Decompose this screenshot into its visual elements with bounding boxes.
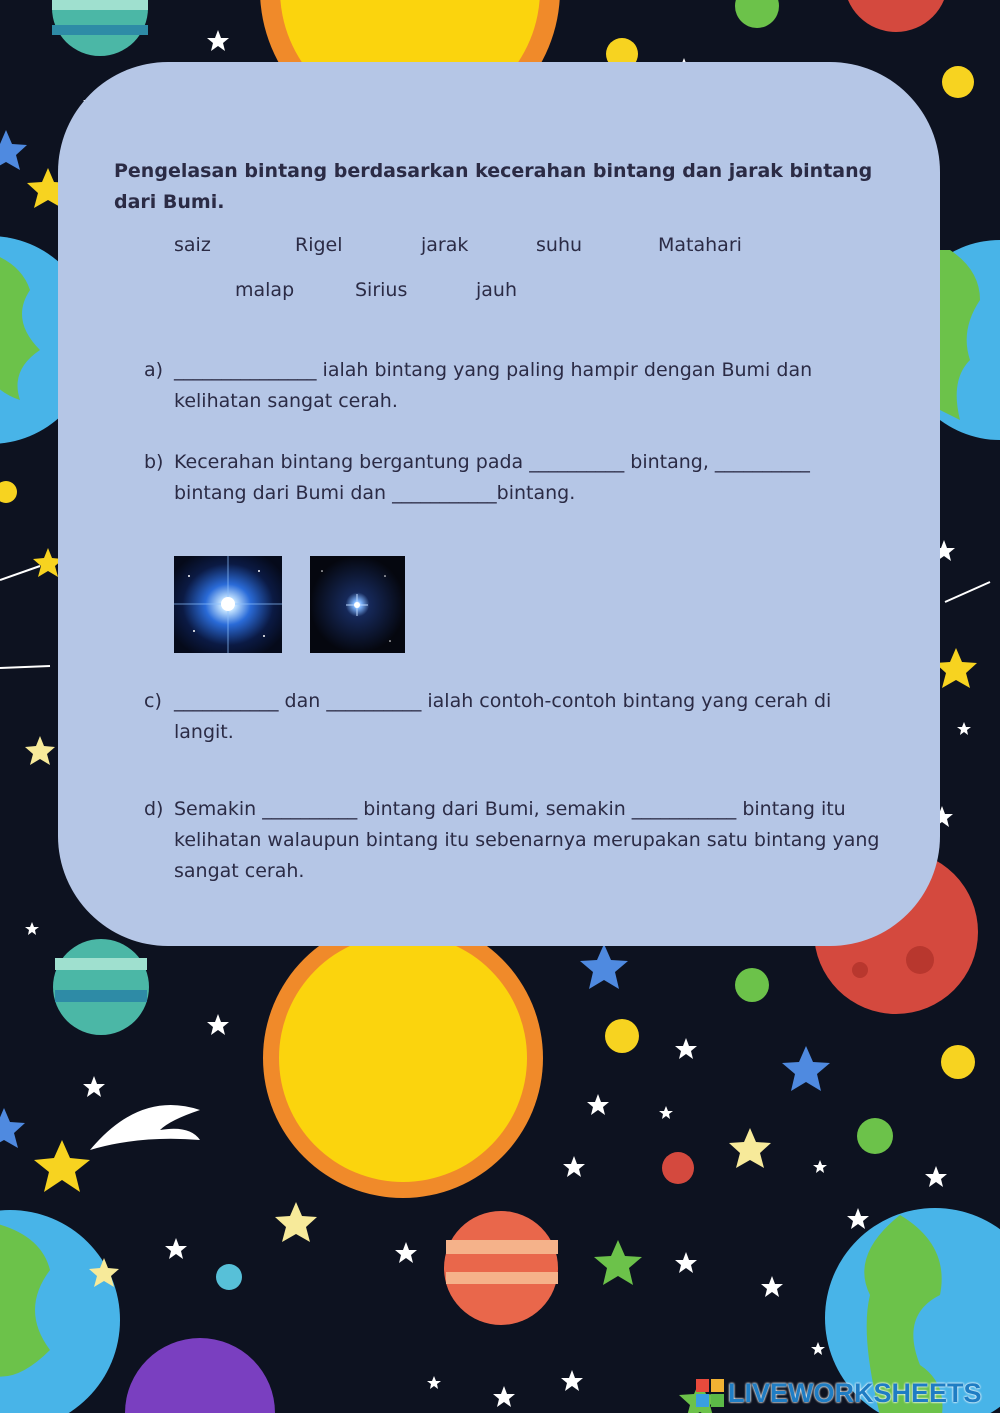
orange-striped-planet bbox=[444, 1211, 558, 1325]
small-red-planet bbox=[662, 1152, 694, 1184]
sun-bottom bbox=[263, 918, 543, 1198]
small-yellow-planet bbox=[941, 1045, 975, 1079]
word-bank-item[interactable]: Sirius bbox=[355, 279, 408, 301]
question-b-letter: b) bbox=[144, 451, 164, 473]
bright-star-photo bbox=[174, 556, 282, 653]
worksheet-title: Pengelasan bintang berdasarkan kecerahan bintang dan jarak bintang dari Bumi. bbox=[114, 160, 873, 213]
question-d-text[interactable]: Semakin __________ bintang dari Bumi, semakin ___________ bintang itu kelihatan walaupun bintang itu sebenarnya merupakan satu bintang yang sangat cerah. bbox=[174, 798, 880, 882]
word-bank-item[interactable]: suhu bbox=[536, 234, 583, 256]
liveworksheets-wordmark: LIVEWORKSHEETS bbox=[728, 1377, 982, 1408]
striped-planet-left bbox=[53, 939, 149, 1035]
word-bank-item[interactable]: Matahari bbox=[658, 234, 742, 256]
question-c-text[interactable]: ___________ dan __________ ialah contoh-contoh bintang yang cerah di langit. bbox=[174, 690, 832, 743]
word-bank-item[interactable]: Rigel bbox=[295, 234, 343, 256]
small-yellow-planet bbox=[605, 1019, 639, 1053]
small-green-planet bbox=[735, 968, 769, 1002]
small-blue-planet bbox=[216, 1264, 242, 1290]
word-bank-item[interactable]: saiz bbox=[174, 234, 211, 256]
word-bank-item[interactable]: malap bbox=[235, 279, 295, 301]
word-bank-item[interactable]: jauh bbox=[476, 279, 518, 301]
question-c-letter: c) bbox=[144, 690, 162, 712]
dim-star-photo bbox=[310, 556, 405, 653]
question-b-text[interactable]: Kecerahan bintang bergantung pada __________ bintang, __________ bintang dari Bumi dan ___________bintang. bbox=[174, 451, 810, 504]
question-a-letter: a) bbox=[144, 359, 164, 381]
live-badge-icon bbox=[696, 1379, 724, 1407]
liveworksheets-logo bbox=[696, 1376, 982, 1410]
question-a-text[interactable]: _______________ ialah bintang yang paling hampir dengan Bumi dan kelihatan sangat cerah. bbox=[174, 359, 813, 412]
word-bank-item[interactable]: jarak bbox=[421, 234, 469, 256]
small-yellow-planet bbox=[942, 66, 974, 98]
question-d-letter: d) bbox=[144, 798, 164, 820]
small-green-planet bbox=[857, 1118, 893, 1154]
